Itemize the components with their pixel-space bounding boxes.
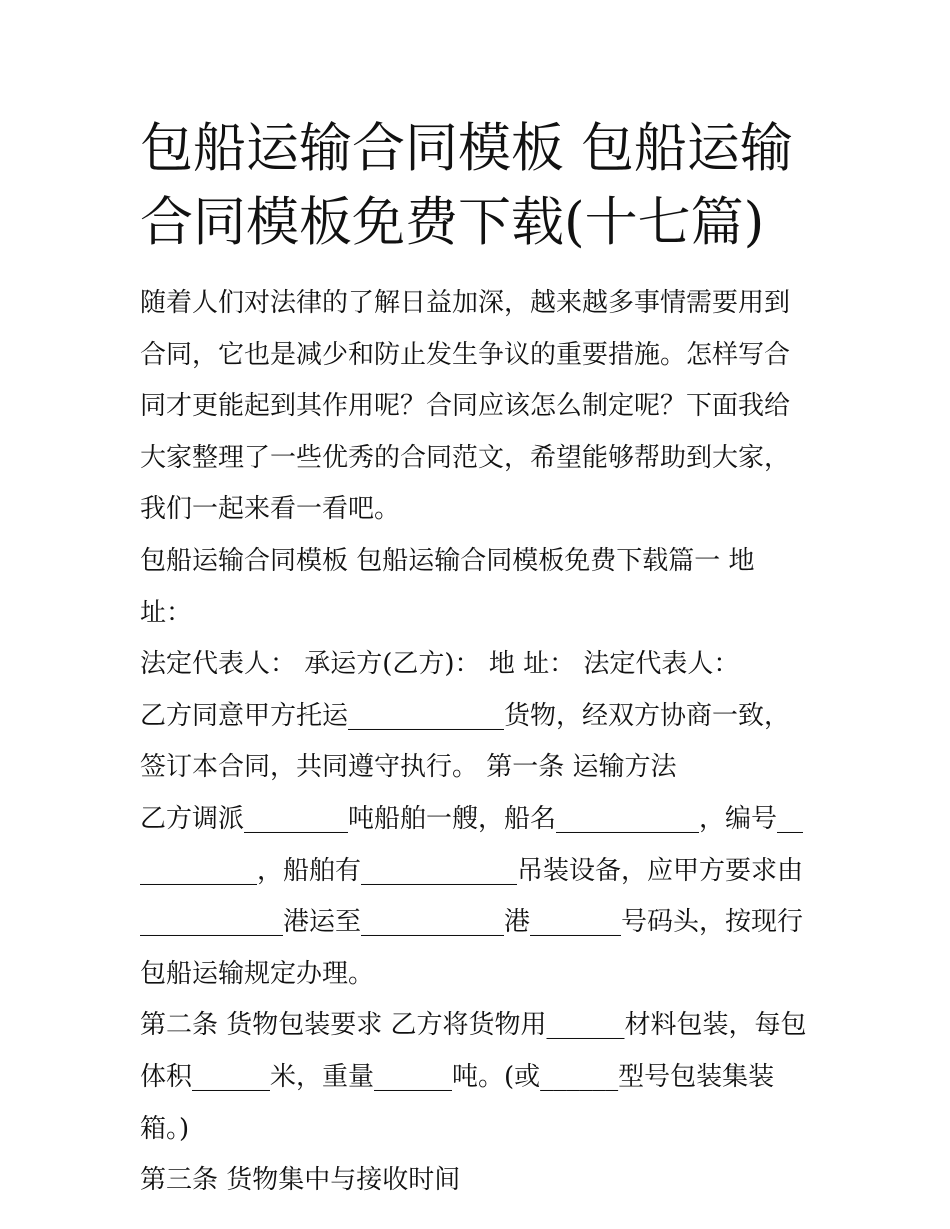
article-three-heading: 第三条 货物集中与接收时间 [140, 1165, 461, 1196]
article-one-transport-method: 乙方调派________吨船舶一艘，船名___________，编号___________，船舶有____________吊装设备，应甲方要求由___________港运至___________港_______号码头，按现行包船运输规定办理。 [140, 803, 804, 989]
agreement-clause: 乙方同意甲方托运____________货物，经双方协商一致，签订本合同，共同遵守执行。 第一条 运输方法 [140, 700, 791, 783]
document-body [140, 278, 812, 1207]
intro-paragraph: 随着人们对法律的了解日益加深，越来越多事情需要用到合同，它也是减少和防止发生争议的重要措施。怎样写合同才更能起到其作用呢？合同应该怎么制定呢？下面我给大家整理了一些优秀的合同范文，希望能够帮助到大家，我们一起来看一看吧。 [140, 288, 791, 525]
document-title: 包船运输合同模板 包船运输合同模板免费下载(十七篇) [140, 118, 793, 253]
article-two-packaging: 第二条 货物包装要求 乙方将货物用______材料包装，每包体积______米，重量______吨。(或______型号包装集装箱。) [140, 1010, 807, 1144]
representatives-line: 法定代表人： 承运方(乙方)： 地 址： 法定代表人： [140, 649, 740, 680]
party-a-address-line: 包船运输合同模板 包船运输合同模板免费下载篇一 地 址： [140, 545, 755, 628]
